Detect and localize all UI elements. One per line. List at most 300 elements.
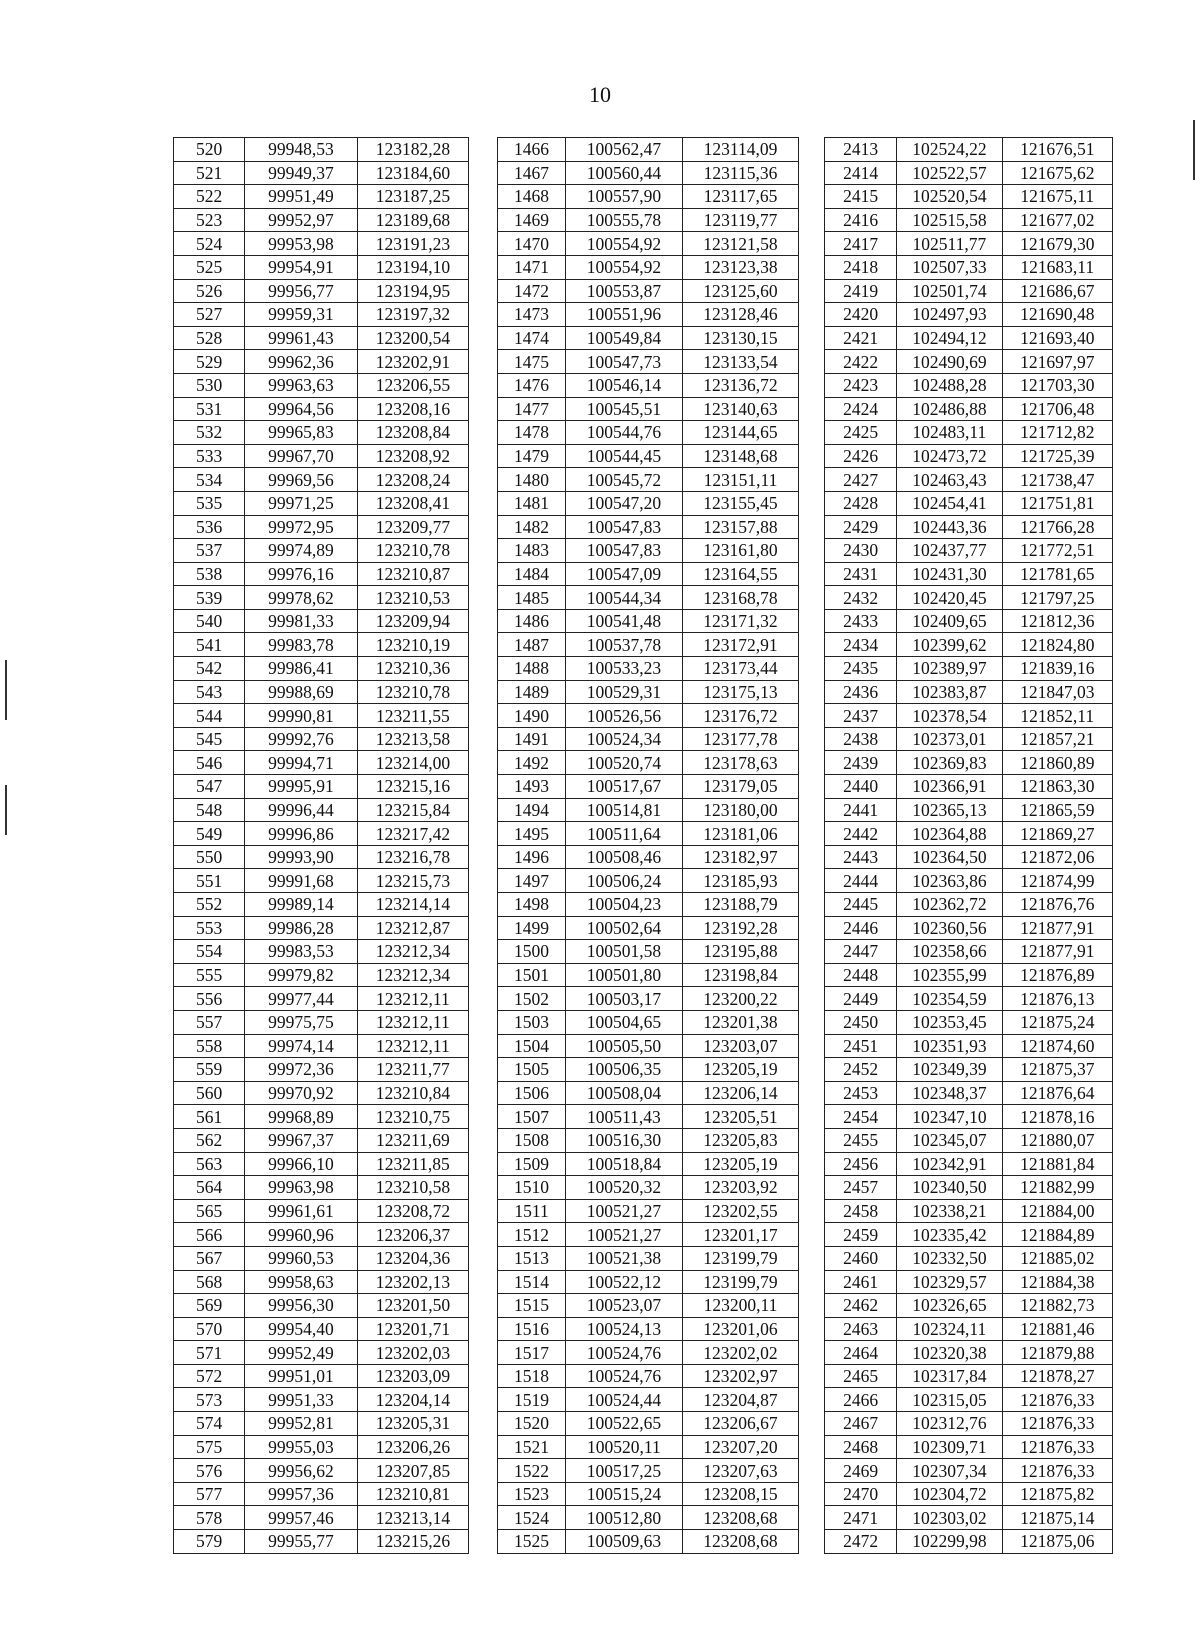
y-coordinate-cell: 123208,15: [682, 1482, 799, 1506]
column-separator: [799, 822, 825, 846]
column-separator: [469, 1058, 498, 1082]
y-coordinate-cell: 123192,28: [682, 916, 799, 940]
column-separator: [469, 704, 498, 728]
point-number-cell: 566: [174, 1223, 245, 1247]
point-number-cell: 550: [174, 845, 245, 869]
point-number-cell: 2436: [825, 680, 897, 704]
x-coordinate-cell: 102342,91: [897, 1152, 1002, 1176]
x-coordinate-cell: 99961,43: [245, 326, 357, 350]
x-coordinate-cell: 99975,75: [245, 1010, 357, 1034]
column-separator: [469, 1152, 498, 1176]
y-coordinate-cell: 121881,84: [1002, 1152, 1112, 1176]
y-coordinate-cell: 123175,13: [682, 680, 799, 704]
x-coordinate-cell: 99951,33: [245, 1388, 357, 1412]
table-row: [174, 609, 1113, 633]
y-coordinate-cell: 123206,67: [682, 1412, 799, 1436]
x-coordinate-cell: 100547,09: [566, 562, 683, 586]
column-separator: [469, 916, 498, 940]
y-coordinate-cell: 123213,58: [357, 727, 468, 751]
x-coordinate-cell: 102473,72: [897, 444, 1002, 468]
y-coordinate-cell: 123144,65: [682, 421, 799, 445]
table-row: [174, 1341, 1113, 1365]
x-coordinate-cell: 100511,64: [566, 822, 683, 846]
column-separator: [469, 869, 498, 893]
x-coordinate-cell: 102373,01: [897, 727, 1002, 751]
point-number-cell: 2427: [825, 468, 897, 492]
y-coordinate-cell: 123203,07: [682, 1034, 799, 1058]
point-number-cell: 535: [174, 491, 245, 515]
point-number-cell: 1486: [497, 609, 565, 633]
x-coordinate-cell: 99991,68: [245, 869, 357, 893]
column-separator: [469, 1459, 498, 1483]
x-coordinate-cell: 100521,27: [566, 1199, 683, 1223]
table-row: [174, 161, 1113, 185]
y-coordinate-cell: 123201,38: [682, 1010, 799, 1034]
x-coordinate-cell: 102338,21: [897, 1199, 1002, 1223]
x-coordinate-cell: 100504,23: [566, 893, 683, 917]
x-coordinate-cell: 102362,72: [897, 893, 1002, 917]
x-coordinate-cell: 99952,97: [245, 208, 357, 232]
column-separator: [469, 751, 498, 775]
table-row: [174, 1010, 1113, 1034]
y-coordinate-cell: 123215,16: [357, 775, 468, 799]
y-coordinate-cell: 123208,68: [682, 1530, 799, 1554]
y-coordinate-cell: 123125,60: [682, 279, 799, 303]
column-separator: [799, 255, 825, 279]
y-coordinate-cell: 121686,67: [1002, 279, 1112, 303]
x-coordinate-cell: 99964,56: [245, 397, 357, 421]
x-coordinate-cell: 102431,30: [897, 562, 1002, 586]
column-separator: [799, 1058, 825, 1082]
column-separator: [469, 1223, 498, 1247]
y-coordinate-cell: 123208,24: [357, 468, 468, 492]
column-separator: [469, 397, 498, 421]
table-row: [174, 232, 1113, 256]
point-number-cell: 559: [174, 1058, 245, 1082]
point-number-cell: 1516: [497, 1317, 565, 1341]
table-row: [174, 751, 1113, 775]
column-separator: [799, 444, 825, 468]
column-separator: [469, 633, 498, 657]
y-coordinate-cell: 123173,44: [682, 657, 799, 681]
column-separator: [799, 1364, 825, 1388]
point-number-cell: 1503: [497, 1010, 565, 1034]
y-coordinate-cell: 123206,26: [357, 1435, 468, 1459]
column-separator: [469, 491, 498, 515]
point-number-cell: 1476: [497, 373, 565, 397]
column-separator: [469, 1270, 498, 1294]
point-number-cell: 2465: [825, 1364, 897, 1388]
coordinates-table: [173, 137, 1113, 1554]
x-coordinate-cell: 100537,78: [566, 633, 683, 657]
x-coordinate-cell: 99966,10: [245, 1152, 357, 1176]
table-row: [174, 822, 1113, 846]
point-number-cell: 1525: [497, 1530, 565, 1554]
column-separator: [799, 1506, 825, 1530]
y-coordinate-cell: 121875,06: [1002, 1530, 1112, 1554]
x-coordinate-cell: 100508,04: [566, 1081, 683, 1105]
x-coordinate-cell: 102307,34: [897, 1459, 1002, 1483]
point-number-cell: 2434: [825, 633, 897, 657]
x-coordinate-cell: 102409,65: [897, 609, 1002, 633]
point-number-cell: 1492: [497, 751, 565, 775]
x-coordinate-cell: 102324,11: [897, 1317, 1002, 1341]
y-coordinate-cell: 123213,14: [357, 1506, 468, 1530]
table-row: [174, 138, 1113, 162]
point-number-cell: 538: [174, 562, 245, 586]
x-coordinate-cell: 100547,20: [566, 491, 683, 515]
table-row: [174, 421, 1113, 445]
x-coordinate-cell: 100545,72: [566, 468, 683, 492]
x-coordinate-cell: 102494,12: [897, 326, 1002, 350]
column-separator: [469, 586, 498, 610]
column-separator: [799, 1010, 825, 1034]
x-coordinate-cell: 100533,23: [566, 657, 683, 681]
point-number-cell: 1488: [497, 657, 565, 681]
point-number-cell: 1507: [497, 1105, 565, 1129]
y-coordinate-cell: 121857,21: [1002, 727, 1112, 751]
column-separator: [469, 845, 498, 869]
table-row: [174, 657, 1113, 681]
y-coordinate-cell: 123184,60: [357, 161, 468, 185]
point-number-cell: 1512: [497, 1223, 565, 1247]
column-separator: [469, 1317, 498, 1341]
table-row: [174, 704, 1113, 728]
x-coordinate-cell: 102315,05: [897, 1388, 1002, 1412]
y-coordinate-cell: 121876,13: [1002, 987, 1112, 1011]
y-coordinate-cell: 121860,89: [1002, 751, 1112, 775]
y-coordinate-cell: 121772,51: [1002, 539, 1112, 563]
y-coordinate-cell: 121677,02: [1002, 208, 1112, 232]
point-number-cell: 552: [174, 893, 245, 917]
column-separator: [799, 185, 825, 209]
y-coordinate-cell: 123171,32: [682, 609, 799, 633]
y-coordinate-cell: 123215,73: [357, 869, 468, 893]
x-coordinate-cell: 102363,86: [897, 869, 1002, 893]
point-number-cell: 2453: [825, 1081, 897, 1105]
y-coordinate-cell: 121863,30: [1002, 775, 1112, 799]
point-number-cell: 2422: [825, 350, 897, 374]
x-coordinate-cell: 100524,76: [566, 1341, 683, 1365]
y-coordinate-cell: 123200,54: [357, 326, 468, 350]
y-coordinate-cell: 121876,64: [1002, 1081, 1112, 1105]
x-coordinate-cell: 102488,28: [897, 373, 1002, 397]
x-coordinate-cell: 102497,93: [897, 303, 1002, 327]
y-coordinate-cell: 123115,36: [682, 161, 799, 185]
y-coordinate-cell: 123180,00: [682, 798, 799, 822]
point-number-cell: 557: [174, 1010, 245, 1034]
table-row: [174, 468, 1113, 492]
column-separator: [799, 491, 825, 515]
x-coordinate-cell: 99963,63: [245, 373, 357, 397]
point-number-cell: 546: [174, 751, 245, 775]
point-number-cell: 1495: [497, 822, 565, 846]
x-coordinate-cell: 100506,24: [566, 869, 683, 893]
table-row: [174, 1482, 1113, 1506]
y-coordinate-cell: 123133,54: [682, 350, 799, 374]
y-coordinate-cell: 123151,11: [682, 468, 799, 492]
point-number-cell: 2461: [825, 1270, 897, 1294]
y-coordinate-cell: 121706,48: [1002, 397, 1112, 421]
point-number-cell: 2449: [825, 987, 897, 1011]
point-number-cell: 1510: [497, 1176, 565, 1200]
x-coordinate-cell: 100529,31: [566, 680, 683, 704]
point-number-cell: 2431: [825, 562, 897, 586]
table-row: [174, 1435, 1113, 1459]
x-coordinate-cell: 102326,65: [897, 1294, 1002, 1318]
x-coordinate-cell: 99986,41: [245, 657, 357, 681]
point-number-cell: 2438: [825, 727, 897, 751]
table-row: [174, 845, 1113, 869]
x-coordinate-cell: 100544,76: [566, 421, 683, 445]
point-number-cell: 544: [174, 704, 245, 728]
column-separator: [469, 350, 498, 374]
y-coordinate-cell: 121839,16: [1002, 657, 1112, 681]
table-row: [174, 1081, 1113, 1105]
point-number-cell: 2455: [825, 1128, 897, 1152]
x-coordinate-cell: 100544,34: [566, 586, 683, 610]
x-coordinate-cell: 100541,48: [566, 609, 683, 633]
point-number-cell: 572: [174, 1364, 245, 1388]
table-row: [174, 940, 1113, 964]
x-coordinate-cell: 99951,49: [245, 185, 357, 209]
x-coordinate-cell: 99983,53: [245, 940, 357, 964]
x-coordinate-cell: 99976,16: [245, 562, 357, 586]
x-coordinate-cell: 99992,76: [245, 727, 357, 751]
x-coordinate-cell: 99955,77: [245, 1530, 357, 1554]
point-number-cell: 2423: [825, 373, 897, 397]
point-number-cell: 561: [174, 1105, 245, 1129]
x-coordinate-cell: 100521,38: [566, 1246, 683, 1270]
x-coordinate-cell: 99986,28: [245, 916, 357, 940]
y-coordinate-cell: 121697,97: [1002, 350, 1112, 374]
x-coordinate-cell: 102355,99: [897, 963, 1002, 987]
x-coordinate-cell: 102309,71: [897, 1435, 1002, 1459]
column-separator: [799, 1317, 825, 1341]
point-number-cell: 1485: [497, 586, 565, 610]
x-coordinate-cell: 99952,81: [245, 1412, 357, 1436]
point-number-cell: 547: [174, 775, 245, 799]
point-number-cell: 2447: [825, 940, 897, 964]
x-coordinate-cell: 100524,13: [566, 1317, 683, 1341]
column-separator: [799, 1530, 825, 1554]
x-coordinate-cell: 102354,59: [897, 987, 1002, 1011]
y-coordinate-cell: 121675,11: [1002, 185, 1112, 209]
y-coordinate-cell: 123214,14: [357, 893, 468, 917]
point-number-cell: 541: [174, 633, 245, 657]
x-coordinate-cell: 99996,44: [245, 798, 357, 822]
point-number-cell: 521: [174, 161, 245, 185]
point-number-cell: 2458: [825, 1199, 897, 1223]
column-separator: [799, 869, 825, 893]
y-coordinate-cell: 123210,19: [357, 633, 468, 657]
x-coordinate-cell: 99956,77: [245, 279, 357, 303]
point-number-cell: 1482: [497, 515, 565, 539]
y-coordinate-cell: 121884,38: [1002, 1270, 1112, 1294]
y-coordinate-cell: 123172,91: [682, 633, 799, 657]
point-number-cell: 1499: [497, 916, 565, 940]
table-row: [174, 680, 1113, 704]
y-coordinate-cell: 121693,40: [1002, 326, 1112, 350]
point-number-cell: 2454: [825, 1105, 897, 1129]
point-number-cell: 1506: [497, 1081, 565, 1105]
point-number-cell: 2417: [825, 232, 897, 256]
x-coordinate-cell: 100547,73: [566, 350, 683, 374]
x-coordinate-cell: 102353,45: [897, 1010, 1002, 1034]
y-coordinate-cell: 121847,03: [1002, 680, 1112, 704]
y-coordinate-cell: 123201,06: [682, 1317, 799, 1341]
x-coordinate-cell: 100517,25: [566, 1459, 683, 1483]
x-coordinate-cell: 102454,41: [897, 491, 1002, 515]
column-separator: [469, 1482, 498, 1506]
table-row: [174, 1459, 1113, 1483]
y-coordinate-cell: 121878,16: [1002, 1105, 1112, 1129]
x-coordinate-cell: 99956,62: [245, 1459, 357, 1483]
point-number-cell: 2464: [825, 1341, 897, 1365]
y-coordinate-cell: 121875,14: [1002, 1506, 1112, 1530]
point-number-cell: 1477: [497, 397, 565, 421]
y-coordinate-cell: 123202,97: [682, 1364, 799, 1388]
x-coordinate-cell: 100511,43: [566, 1105, 683, 1129]
y-coordinate-cell: 123203,92: [682, 1176, 799, 1200]
x-coordinate-cell: 99967,70: [245, 444, 357, 468]
point-number-cell: 549: [174, 822, 245, 846]
column-separator: [799, 515, 825, 539]
point-number-cell: 2440: [825, 775, 897, 799]
y-coordinate-cell: 123208,41: [357, 491, 468, 515]
point-number-cell: 1511: [497, 1199, 565, 1223]
x-coordinate-cell: 99962,36: [245, 350, 357, 374]
y-coordinate-cell: 123203,09: [357, 1364, 468, 1388]
table-row: [174, 515, 1113, 539]
x-coordinate-cell: 102515,58: [897, 208, 1002, 232]
y-coordinate-cell: 123181,06: [682, 822, 799, 846]
column-separator: [469, 1010, 498, 1034]
point-number-cell: 523: [174, 208, 245, 232]
x-coordinate-cell: 100524,44: [566, 1388, 683, 1412]
y-coordinate-cell: 123210,84: [357, 1081, 468, 1105]
x-coordinate-cell: 99963,98: [245, 1176, 357, 1200]
point-number-cell: 2443: [825, 845, 897, 869]
y-coordinate-cell: 123208,16: [357, 397, 468, 421]
y-coordinate-cell: 121712,82: [1002, 421, 1112, 445]
x-coordinate-cell: 102524,22: [897, 138, 1002, 162]
y-coordinate-cell: 123215,84: [357, 798, 468, 822]
x-coordinate-cell: 102317,84: [897, 1364, 1002, 1388]
column-separator: [469, 138, 498, 162]
y-coordinate-cell: 121876,33: [1002, 1412, 1112, 1436]
x-coordinate-cell: 102348,37: [897, 1081, 1002, 1105]
table-row: [174, 1105, 1113, 1129]
x-coordinate-cell: 99977,44: [245, 987, 357, 1011]
point-number-cell: 1493: [497, 775, 565, 799]
column-separator: [469, 1176, 498, 1200]
point-number-cell: 2472: [825, 1530, 897, 1554]
column-separator: [799, 751, 825, 775]
x-coordinate-cell: 99948,53: [245, 138, 357, 162]
column-separator: [469, 1034, 498, 1058]
column-separator: [799, 539, 825, 563]
y-coordinate-cell: 123208,92: [357, 444, 468, 468]
x-coordinate-cell: 102389,97: [897, 657, 1002, 681]
point-number-cell: 542: [174, 657, 245, 681]
x-coordinate-cell: 100524,34: [566, 727, 683, 751]
point-number-cell: 1520: [497, 1412, 565, 1436]
point-number-cell: 2457: [825, 1176, 897, 1200]
y-coordinate-cell: 123210,36: [357, 657, 468, 681]
point-number-cell: 527: [174, 303, 245, 327]
x-coordinate-cell: 100504,65: [566, 1010, 683, 1034]
point-number-cell: 1484: [497, 562, 565, 586]
y-coordinate-cell: 121738,47: [1002, 468, 1112, 492]
column-separator: [469, 421, 498, 445]
y-coordinate-cell: 123202,13: [357, 1270, 468, 1294]
column-separator: [469, 303, 498, 327]
point-number-cell: 2415: [825, 185, 897, 209]
x-coordinate-cell: 99960,96: [245, 1223, 357, 1247]
point-number-cell: 2469: [825, 1459, 897, 1483]
y-coordinate-cell: 121852,11: [1002, 704, 1112, 728]
x-coordinate-cell: 99988,69: [245, 680, 357, 704]
y-coordinate-cell: 123148,68: [682, 444, 799, 468]
column-separator: [799, 326, 825, 350]
x-coordinate-cell: 102345,07: [897, 1128, 1002, 1152]
column-separator: [799, 916, 825, 940]
table-row: [174, 869, 1113, 893]
point-number-cell: 1513: [497, 1246, 565, 1270]
x-coordinate-cell: 102520,54: [897, 185, 1002, 209]
x-coordinate-cell: 100501,80: [566, 963, 683, 987]
y-coordinate-cell: 121679,30: [1002, 232, 1112, 256]
x-coordinate-cell: 102511,77: [897, 232, 1002, 256]
x-coordinate-cell: 102437,77: [897, 539, 1002, 563]
column-separator: [469, 940, 498, 964]
column-separator: [799, 562, 825, 586]
x-coordinate-cell: 100506,35: [566, 1058, 683, 1082]
y-coordinate-cell: 123200,11: [682, 1294, 799, 1318]
x-coordinate-cell: 99994,71: [245, 751, 357, 775]
x-coordinate-cell: 102399,62: [897, 633, 1002, 657]
point-number-cell: 1469: [497, 208, 565, 232]
y-coordinate-cell: 123208,68: [682, 1506, 799, 1530]
y-coordinate-cell: 123176,72: [682, 704, 799, 728]
column-separator: [799, 657, 825, 681]
point-number-cell: 2446: [825, 916, 897, 940]
x-coordinate-cell: 100517,67: [566, 775, 683, 799]
point-number-cell: 1500: [497, 940, 565, 964]
x-coordinate-cell: 102335,42: [897, 1223, 1002, 1247]
point-number-cell: 522: [174, 185, 245, 209]
column-separator: [469, 1294, 498, 1318]
x-coordinate-cell: 99965,83: [245, 421, 357, 445]
point-number-cell: 2432: [825, 586, 897, 610]
y-coordinate-cell: 123212,34: [357, 940, 468, 964]
point-number-cell: 2471: [825, 1506, 897, 1530]
column-separator: [469, 1128, 498, 1152]
x-coordinate-cell: 100503,17: [566, 987, 683, 1011]
table-row: [174, 963, 1113, 987]
point-number-cell: 2414: [825, 161, 897, 185]
x-coordinate-cell: 100520,74: [566, 751, 683, 775]
x-coordinate-cell: 100547,83: [566, 515, 683, 539]
y-coordinate-cell: 123209,94: [357, 609, 468, 633]
x-coordinate-cell: 100522,65: [566, 1412, 683, 1436]
point-number-cell: 1480: [497, 468, 565, 492]
column-separator: [469, 373, 498, 397]
y-coordinate-cell: 123209,77: [357, 515, 468, 539]
x-coordinate-cell: 99967,37: [245, 1128, 357, 1152]
y-coordinate-cell: 123201,50: [357, 1294, 468, 1318]
